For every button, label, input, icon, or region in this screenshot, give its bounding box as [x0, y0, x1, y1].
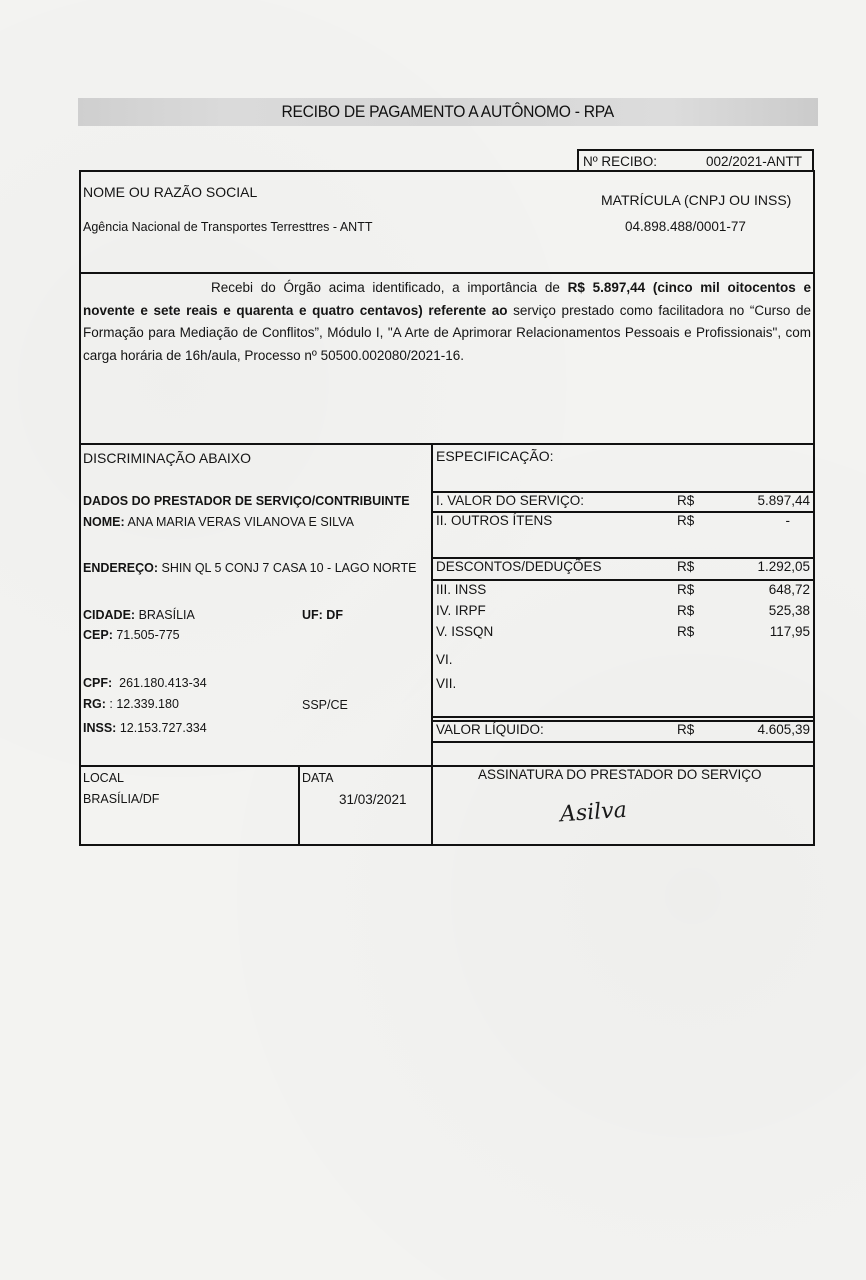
- provider-cidade: [83, 608, 195, 622]
- row-amount: 1.292,05: [757, 559, 810, 574]
- provider-cpf: [83, 676, 207, 690]
- row-irpf: [434, 603, 812, 623]
- provider-cep-label: CEP:: [83, 628, 113, 642]
- divider-columns: [431, 443, 433, 846]
- row-valor-servico: [434, 493, 812, 513]
- row-vii: [434, 676, 812, 696]
- row-label: II. OUTROS ÍTENS: [436, 513, 553, 528]
- row-amount: 117,95: [769, 624, 810, 639]
- net-label: VALOR LÍQUIDO:: [436, 722, 544, 737]
- row-label: III. INSS: [436, 582, 487, 597]
- payer-name-label: NOME OU RAZÃO SOCIAL: [83, 184, 258, 200]
- receipt-number-value: 002/2021-ANTT: [705, 153, 802, 169]
- row-label: IV. IRPF: [436, 603, 486, 618]
- provider-inss: [83, 721, 207, 735]
- provider-cidade-label: CIDADE:: [83, 608, 136, 622]
- receipt-number-label: Nº RECIBO:: [583, 153, 657, 169]
- provider-uf: [302, 608, 343, 622]
- document-title: RECIBO DE PAGAMENTO A AUTÔNOMO - RPA: [281, 102, 615, 121]
- provider-uf-label: UF:: [302, 608, 323, 622]
- statement-description: serviço prestado como facilitadora no “Curso de Formação para Mediação de Conflitos”, Módulo I, "A Arte de Aprimorar Relacionamentos Pessoais e Profissionais", com carga horária de 16h/aula, Processo nº 50500.002080/2021-16.: [83, 302, 812, 363]
- row-inss: [434, 582, 812, 602]
- provider-cidade-value: BRASÍLIA: [135, 608, 195, 622]
- row-currency: R$: [677, 603, 695, 618]
- discriminacao-header: DISCRIMINAÇÃO ABAIXO: [83, 450, 252, 466]
- signature: Asilva: [559, 797, 628, 828]
- provider-rg-label: RG:: [83, 697, 106, 711]
- provider-nome-value: ANA MARIA VERAS VILANOVA E SILVA: [124, 515, 354, 529]
- provider-inss-value: 12.153.727.334: [116, 721, 207, 735]
- payer-name: Agência Nacional de Transportes Terresttres - ANTT: [83, 220, 373, 234]
- provider-cep: [83, 628, 180, 642]
- provider-rg: [83, 697, 179, 711]
- row-label: VI.: [436, 652, 453, 667]
- provider-endereco-label: ENDEREÇO:: [83, 561, 159, 575]
- provider-nome: [83, 515, 354, 529]
- divider-liquido-top: [431, 716, 815, 718]
- divider-descontos-bottom: [431, 579, 815, 581]
- row-amount: -: [785, 513, 790, 528]
- provider-endereco-value: SHIN QL 5 CONJ 7 CASA 10 - LAGO NORTE: [158, 561, 417, 575]
- row-vi: [434, 652, 812, 672]
- divider-statement: [79, 443, 815, 445]
- row-outros-itens: [434, 513, 812, 533]
- row-currency: R$: [677, 582, 695, 597]
- divider-payer: [79, 272, 815, 274]
- provider-cpf-value: 261.180.413-34: [112, 676, 207, 690]
- row-amount: 5.897,44: [757, 493, 810, 508]
- divider-local-date: [298, 765, 300, 846]
- title-bar: [78, 98, 818, 126]
- provider-nome-label: NOME:: [83, 515, 125, 529]
- provider-header: DADOS DO PRESTADOR DE SERVIÇO/CONTRIBUINTE: [83, 494, 410, 508]
- net-amount: 4.605,39: [757, 722, 810, 737]
- provider-endereco: [83, 561, 416, 575]
- receipt-number-box: [577, 149, 814, 171]
- provider-rg-issuer: SSP/CE: [302, 698, 348, 712]
- payer-id-value: 04.898.488/0001-77: [625, 219, 746, 234]
- statement-amount: R$ 5.897,44 (cinco mil oitocentos e novente e sete reais e quarenta e quatro centavos) referente ao: [83, 280, 811, 318]
- row-currency: R$: [677, 559, 695, 574]
- provider-cep-value: 71.505-775: [112, 628, 180, 642]
- provider-rg-value: : 12.339.180: [105, 697, 179, 711]
- statement-intro: Recebi do Órgão acima identificado, a importância de: [211, 280, 568, 295]
- row-amount: 525,38: [768, 603, 810, 618]
- local-label: LOCAL: [83, 771, 124, 785]
- especificacao-header: ESPECIFICAÇÃO:: [436, 448, 554, 464]
- net-currency: R$: [677, 722, 695, 737]
- row-issqn: [434, 624, 812, 644]
- provider-cpf-label: CPF:: [83, 676, 113, 690]
- row-label: V. ISSQN: [436, 624, 494, 639]
- row-currency: R$: [677, 624, 695, 639]
- row-label: VII.: [436, 676, 457, 691]
- row-amount: 648,72: [768, 582, 810, 597]
- payer-id-label: MATRÍCULA (CNPJ OU INSS): [601, 192, 792, 208]
- signature-label: ASSINATURA DO PRESTADOR DO SERVIÇO: [478, 767, 762, 782]
- date-value: 31/03/2021: [339, 792, 407, 807]
- row-currency: R$: [677, 493, 695, 508]
- row-descontos: [434, 559, 812, 579]
- provider-inss-label: INSS:: [83, 721, 117, 735]
- row-label: I. VALOR DO SERVIÇO:: [436, 493, 585, 508]
- row-currency: R$: [677, 513, 695, 528]
- row-label: DESCONTOS/DEDUÇÕES: [436, 559, 602, 574]
- local-value: BRASÍLIA/DF: [83, 792, 160, 806]
- provider-uf-value: DF: [322, 608, 343, 622]
- date-label: DATA: [302, 771, 334, 785]
- row-valor-liquido: [434, 722, 812, 742]
- statement-paragraph: [83, 277, 811, 367]
